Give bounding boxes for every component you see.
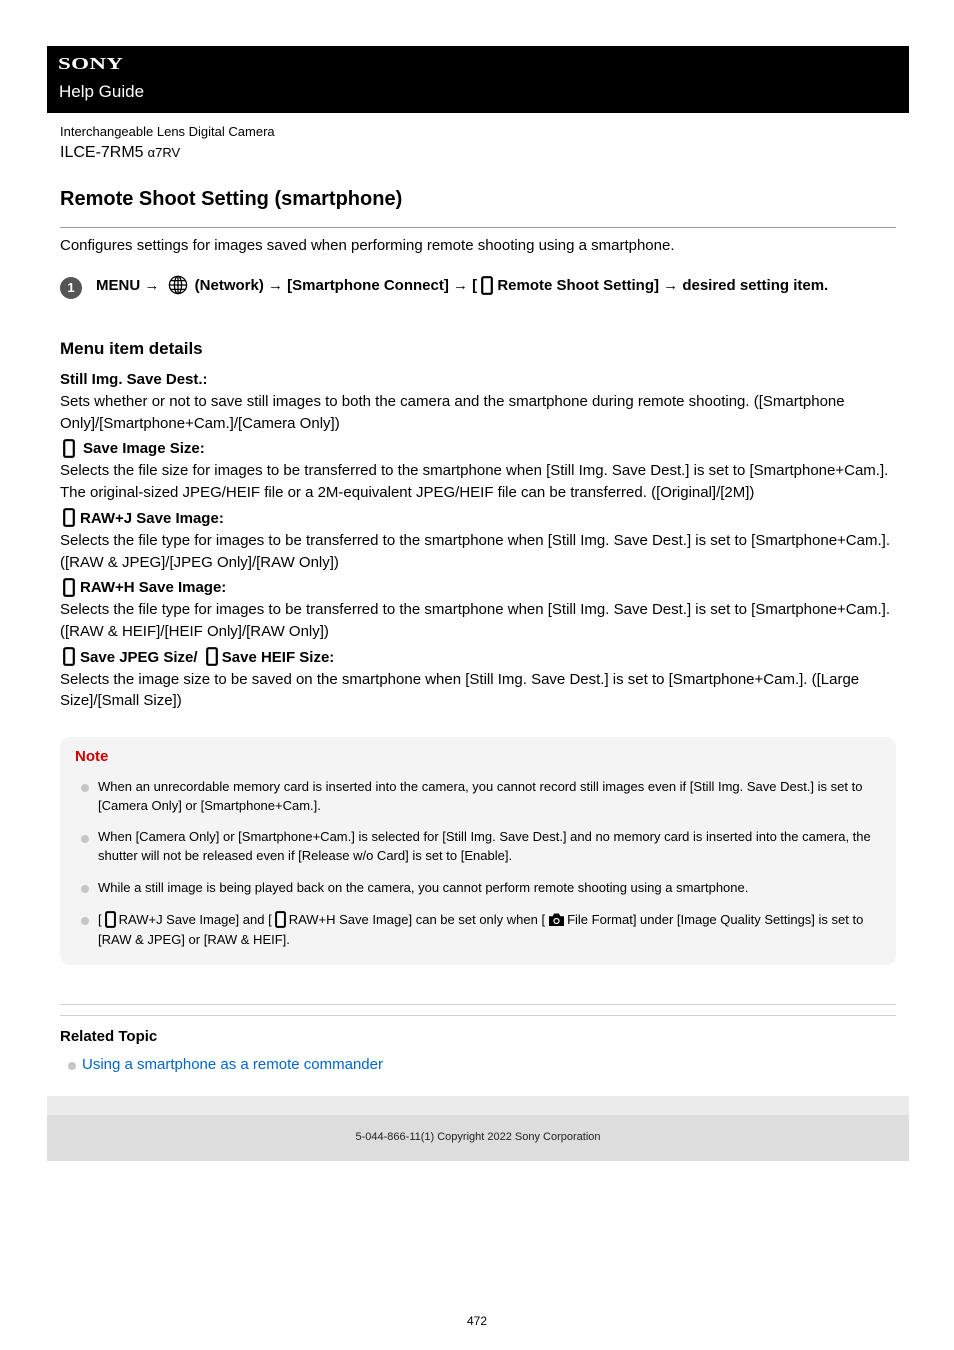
intro-text: Configures settings for images saved when performing remote shooting using a smartphone. [60, 237, 675, 254]
smartphone-icon [105, 911, 116, 928]
smartphone-icon [63, 439, 75, 458]
section-divider [60, 1015, 896, 1016]
menu-item [60, 437, 898, 503]
menu-item-description: Selects the file type for images to be transferred to the smartphone when [Still Img. Save Dest.] is set to [Smartphone+Cam.]. ([RAW & JPEG]/[JPEG Only]/[RAW Only]) [60, 531, 890, 571]
section-divider [60, 1004, 896, 1005]
note-item [98, 827, 872, 865]
note-item-text-part: RAW+J Save Image] and [ [118, 911, 272, 927]
step-text-network: (Network) → [Smartphone Connect] → [ [190, 277, 478, 294]
note-item-text: When [Camera Only] or [Smartphone+Cam.] is selected for [Still Img. Save Dest.] and no memory card is inserted into the camera, the shutter will not be released even if [Release w/o Card] is set to [Enable]. [98, 829, 871, 864]
related-topic-link[interactable]: Using a smartphone as a remote commander [82, 1056, 383, 1073]
step-number: 1 [67, 280, 75, 295]
menu-item-title-row [60, 576, 898, 599]
copyright-text: 5-044-866-11(1) Copyright 2022 Sony Corporation [355, 1131, 601, 1143]
smartphone-icon [275, 911, 286, 928]
step-number-badge [60, 277, 82, 299]
note-item [98, 878, 872, 897]
menu-item-title-row [60, 646, 898, 669]
note-item-text-part: [ [98, 911, 102, 927]
menu-item [60, 507, 898, 573]
menu-item-details-heading: Menu item details [60, 339, 203, 358]
product-category: Interchangeable Lens Digital Camera [60, 124, 275, 139]
menu-item [60, 368, 898, 434]
globe-icon [168, 275, 188, 295]
step-instruction [96, 275, 828, 297]
page-footer [47, 1096, 909, 1161]
help-guide-title[interactable]: Help Guide [59, 82, 145, 101]
smartphone-icon [63, 508, 75, 527]
product-model-line [60, 144, 180, 162]
related-topic-heading: Related Topic [60, 1028, 158, 1045]
note-item [98, 910, 872, 950]
menu-item-title: Save JPEG Size/ [80, 648, 202, 666]
note-list [98, 777, 872, 950]
smartphone-icon [63, 578, 75, 597]
bullet-dot [68, 1062, 76, 1070]
title-divider [60, 227, 896, 228]
note-label: Note [75, 748, 109, 765]
model-number: ILCE-7RM5 [60, 144, 144, 161]
menu-item-title: RAW+J Save Image: [80, 509, 224, 527]
menu-item-title-row [60, 507, 898, 530]
smartphone-icon [481, 276, 493, 295]
menu-item-title: RAW+H Save Image: [80, 579, 227, 597]
note-item [98, 777, 872, 815]
step-text-menu: MENU → [96, 277, 164, 294]
sony-logo: SONY [58, 54, 124, 73]
menu-item [60, 576, 898, 642]
bullet-dot [81, 835, 89, 843]
smartphone-icon [63, 647, 75, 666]
menu-item-description: Selects the image size to be saved on the smartphone when [Still Img. Save Dest.] is set to [Smartphone+Cam.]. ([Large Size]/[Small Size]) [60, 670, 860, 710]
step-text-setting: Remote Shoot Setting] → desired setting item. [493, 277, 829, 294]
menu-item-title-row [60, 437, 898, 460]
note-box [60, 737, 896, 965]
menu-item-description: Selects the file size for images to be transferred to the smartphone when [Still Img. Save Dest.] is set to [Smartphone+Cam.]. The original-sized JPEG/HEIF file or a 2M-equivalent JPEG/HEIF file can be transferred. ([Original]/[2M]) [60, 462, 889, 502]
menu-item-list [60, 368, 898, 715]
note-item-text-part: RAW+H Save Image] can be set only when [ [288, 911, 546, 927]
note-item-text-part: File Format] under [Image Quality Settings] is set to [RAW & JPEG] or [RAW & HEIF]. [98, 911, 864, 947]
site-header [47, 46, 909, 113]
menu-item-title-secondary: Save HEIF Size: [221, 648, 335, 666]
menu-item-title: Save Image Size: [83, 440, 205, 458]
bullet-dot [81, 917, 89, 925]
bullet-dot [81, 784, 89, 792]
page-number: 472 [466, 1314, 488, 1328]
note-item-text: While a still image is being played back on the camera, you cannot perform remote shooting using a smartphone. [98, 879, 749, 895]
bullet-dot [81, 885, 89, 893]
menu-item-description: Selects the file type for images to be transferred to the smartphone when [Still Img. Save Dest.] is set to [Smartphone+Cam.]. ([RAW & HEIF]/[HEIF Only]/[RAW Only]) [60, 601, 890, 640]
menu-item-title: Still Img. Save Dest.: [60, 371, 208, 388]
menu-item-description: Sets whether or not to save still images to both the camera and the smartphone during remote shooting. ([Smartphone Only]/[Smartphone+Cam.]/[Camera Only]) [60, 393, 845, 432]
model-alias: α7RV [147, 145, 181, 160]
menu-item [60, 646, 898, 712]
note-item-text: When an unrecordable memory card is inserted into the camera, you cannot record still images even if [Still Img. Save Dest.] is set to [Camera Only] or [Smartphone+Cam.]. [98, 778, 863, 813]
smartphone-icon [206, 647, 218, 666]
footer-band [47, 1096, 909, 1115]
camera-icon [548, 912, 565, 927]
page-title: Remote Shoot Setting (smartphone) [60, 188, 403, 210]
